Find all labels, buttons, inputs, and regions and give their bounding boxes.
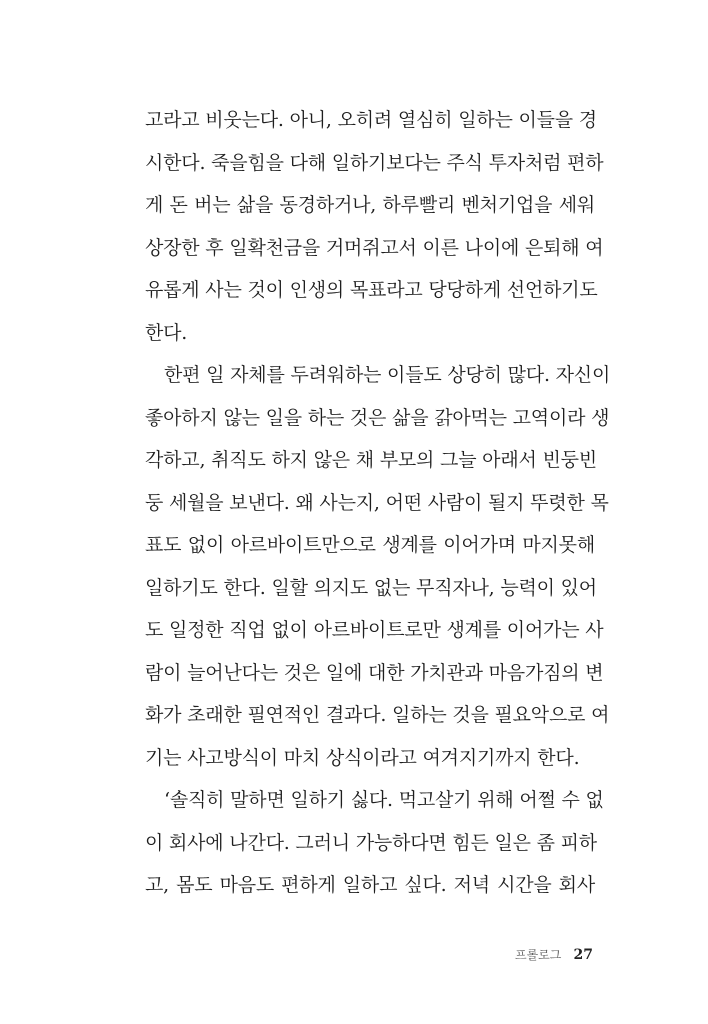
text-line: 화가 초래한 필연적인 결과다. 일하는 것을 필요악으로 여 xyxy=(145,704,610,726)
text-line: 이 회사에 나간다. 그러니 가능하다면 힘든 일은 좀 피하 xyxy=(145,831,597,854)
paragraph xyxy=(145,354,611,779)
text-line: 기는 사고방식이 마치 상식이라고 여겨지기까지 한다. xyxy=(145,746,580,769)
paragraph xyxy=(145,99,604,354)
text-line: 한다. xyxy=(145,321,188,344)
page-footer xyxy=(0,945,593,966)
section-title: 프롤로그 xyxy=(515,948,562,962)
text-line: 각하고, 취직도 하지 않은 채 부모의 그늘 아래서 빈둥빈 xyxy=(145,449,597,471)
page-number: 27 xyxy=(573,947,593,963)
text-line: 고라고 비웃는다. 아니, 오히려 열심히 일하는 이들을 경 xyxy=(145,109,597,131)
text-line: ‘솔직히 말하면 일하기 싫다. 먹고살기 위해 어쩔 수 없 xyxy=(164,789,604,811)
text-line: 게 돈 버는 삶을 동경하거나, 하루빨리 벤처기업을 세워 xyxy=(145,194,595,216)
paragraph xyxy=(145,779,604,907)
body-text xyxy=(145,99,611,907)
text-line: 람이 늘어난다는 것은 일에 대한 가치관과 마음가짐의 변 xyxy=(145,661,604,684)
text-line: 일하기도 한다. 일할 의지도 없는 무직자나, 능력이 있어 xyxy=(145,576,597,599)
text-line: 시한다. 죽을힘을 다해 일하기보다는 주식 투자처럼 편하 xyxy=(145,151,604,174)
text-line: 상장한 후 일확천금을 거머쥐고서 이른 나이에 은퇴해 여 xyxy=(145,236,604,259)
text-line: 도 일정한 직업 없이 아르바이트로만 생계를 이어가는 사 xyxy=(145,619,604,641)
text-line: 한편 일 자체를 두려워하는 이들도 상당히 많다. 자신이 xyxy=(164,364,611,386)
text-line: 둥 세월을 보낸다. 왜 사는지, 어떤 사람이 될지 뚜렷한 목 xyxy=(145,491,609,514)
text-line: 유롭게 사는 것이 인생의 목표라고 당당하게 선언하기도 xyxy=(145,279,598,301)
text-line: 좋아하지 않는 일을 하는 것은 삶을 갉아먹는 고역이라 생 xyxy=(145,406,610,429)
text-line: 표도 없이 아르바이트만으로 생계를 이어가며 마지못해 xyxy=(145,534,595,556)
text-line: 고, 몸도 마음도 편하게 일하고 싶다. 저녁 시간을 회사 xyxy=(145,874,595,896)
